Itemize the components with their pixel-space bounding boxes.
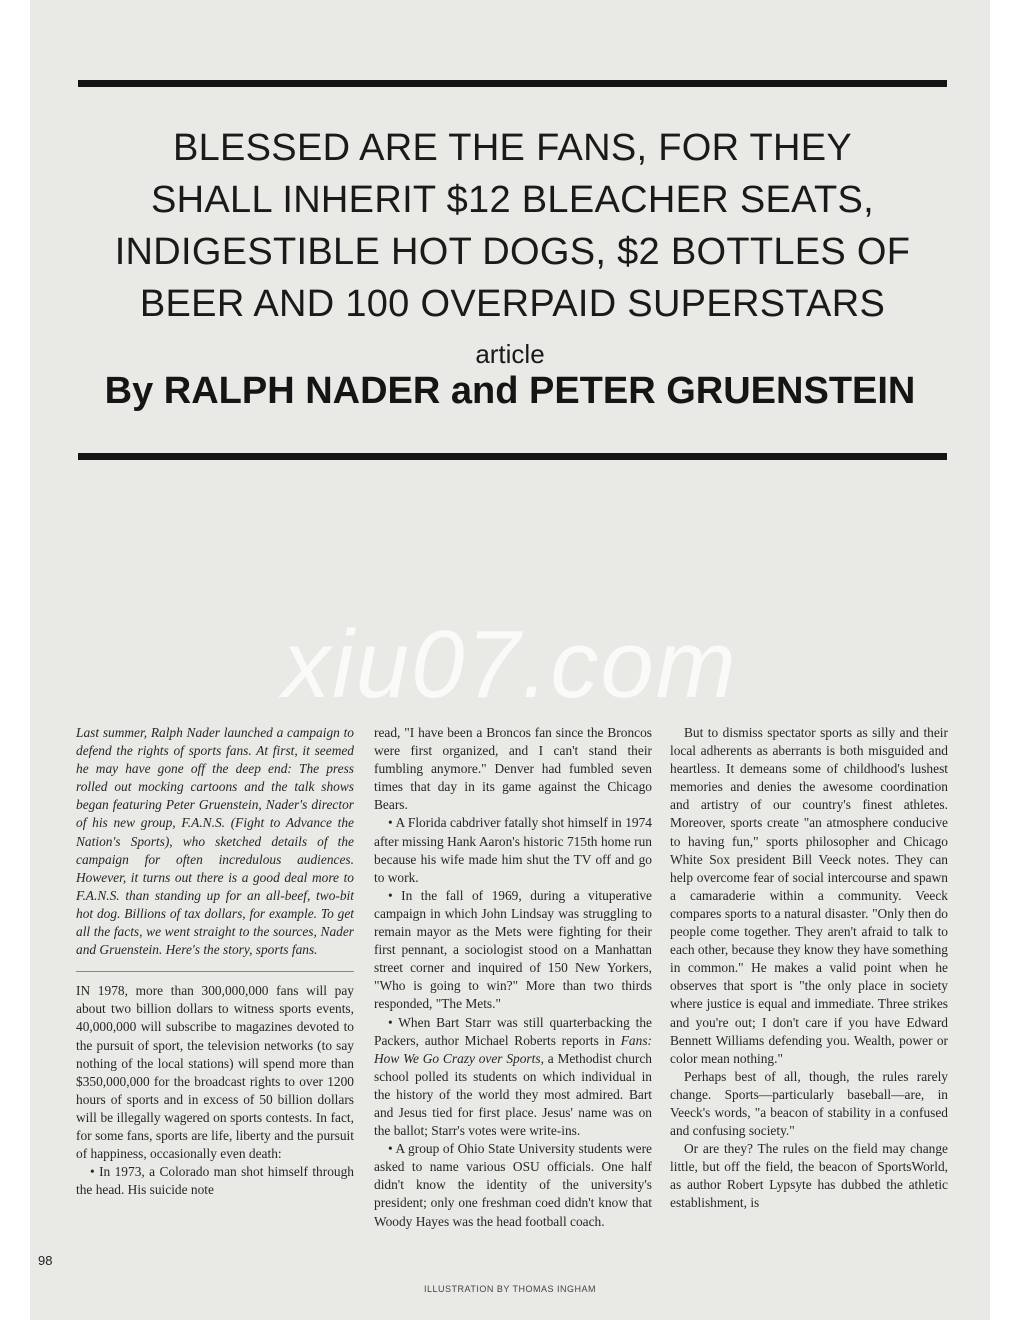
article-kind-label: article: [475, 339, 545, 369]
column-2: [374, 724, 652, 1231]
bullet-paragraph: • In 1973, a Colorado man shot himself through the head. His suicide note: [76, 1164, 354, 1198]
body-paragraph: Or are they? The rules on the field may change little, but off the field, the beacon of SportsWorld, as author Robert Lypsyte has dubbed the athletic establishment, is: [670, 1141, 948, 1211]
bullet-paragraph: • In the fall of 1969, during a vituperative campaign in which John Lindsay was struggling to remain mayor as the Mets were fighting for their first pennant, a sociologist stood on a Manhattan street corner and inquired of 150 New Yorkers, "Who is going to win?" More than two thirds responded, "The Mets.": [374, 887, 652, 1012]
bottom-rule: [78, 453, 947, 460]
bullet-paragraph: • A group of Ohio State University students were asked to name various OSU officials. One half didn't know the identity of the university's president; only one freshman coed didn't know that Woody Hayes was the head football coach.: [374, 1141, 652, 1229]
watermark: xiu07.com: [282, 611, 738, 718]
body-text: more than 300,000,000 fans will pay about two billion dollars to witness sports events, 40,000,000 will subscribe to magazines devoted to the pursuit of sport, the television networks (to say nothing of the local stations) will spend more than $350,000,000 for the broadcast rights to over 1200 hours of sports and in excess of 50 billion dollars will be illegally wagered on sports contests. In fact, for some fans, sports are life, liberty and the pursuit of happiness, occasionally even death:: [76, 983, 354, 1162]
body-text: • When Bart Starr was still quarterbacking the Packers, author Michael Roberts reports in: [374, 1014, 652, 1048]
headline-line: INDIGESTIBLE HOT DOGS, $2 BOTTLES OF: [114, 231, 911, 273]
body-paragraph: read, "I have been a Broncos fan since the Broncos were first organized, and I can't stand their fumbling anymore." Denver had fumbled seven times that day in its game against the Chicago Bears.: [374, 725, 652, 813]
body-paragraph: But to dismiss spectator sports as silly and their local adherents as aberrants is both misguided and heartless. It demeans some of childhood's lushest memories and denies the awesome coordination and artistry of our country's finest athletes. Moreover, sports create "an atmosphere conducive to having fun," sports philosopher and Chicago White Sox president Bill Veeck notes. They can help overcome fear of social intercourse and spawn a camaraderie within a community. Veeck compares sports to a natural disaster. "Only then do people come together. They aren't afraid to talk to each other, because they know they have something in common." He makes a valid point when he observes that sport is "the only place in society where justice is equal and immediate. Three strikes and you're out; I don't care if you have Edward Bennett Williams defending you. Wealth, power or color mean nothing.": [670, 725, 948, 1066]
page-number: 98: [38, 1253, 53, 1268]
lead-in: IN 1978,: [76, 983, 128, 999]
column-1: [76, 724, 354, 1199]
column-3: [670, 724, 948, 1213]
body-paragraph: [76, 971, 354, 1163]
headline-line: SHALL INHERIT $12 BLEACHER SEATS,: [150, 179, 874, 221]
body-paragraph: Perhaps best of all, though, the rules rarely change. Sports—particularly baseball—are, in Veeck's words, "a beacon of stability in a confused and confusing society.": [670, 1068, 948, 1139]
bullet-paragraph: • A Florida cabdriver fatally shot himself in 1974 after missing Hank Aaron's historic 715th home run because his wife made him shut the TV off and go to work.: [374, 815, 652, 885]
byline: By RALPH NADER and PETER GRUENSTEIN: [104, 370, 916, 412]
book-title: Fans: How We Go Crazy over Sports: [374, 1032, 652, 1066]
body-text: , a Methodist church school polled its students on which individual in the history of the world they most admired. Bart and Jesus tied for first place. Jesus' name was on the ballot; Starr's votes were write-ins.: [374, 1050, 652, 1139]
headline-line: BEER AND 100 OVERPAID SUPERSTARS: [139, 283, 886, 325]
top-rule: [78, 80, 947, 87]
illustration-credit: ILLUSTRATION BY THOMAS INGHAM: [423, 1284, 597, 1294]
bullet-paragraph: [374, 1014, 652, 1141]
headline: [60, 122, 965, 330]
intro-paragraph: Last summer, Ralph Nader launched a campaign to defend the rights of sports fans. At first, it seemed he may have gone off the deep end: The press rolled out mocking cartoons and the talk shows began featuring Peter Gruenstein, Nader's director of his new group, F.A.N.S. (Fight to Advance the Nation's Sports), who sketched details of the campaign for often incredulous audiences. However, it turns out there is a good deal more to F.A.N.S. than standing up for an all-beef, two-bit hot dog. Billions of tax dollars, for example. To get all the facts, we went straight to the sources, Nader and Gruenstein. Here's the story, sports fans.: [76, 725, 354, 958]
headline-line: BLESSED ARE THE FANS, FOR THEY: [172, 127, 853, 169]
